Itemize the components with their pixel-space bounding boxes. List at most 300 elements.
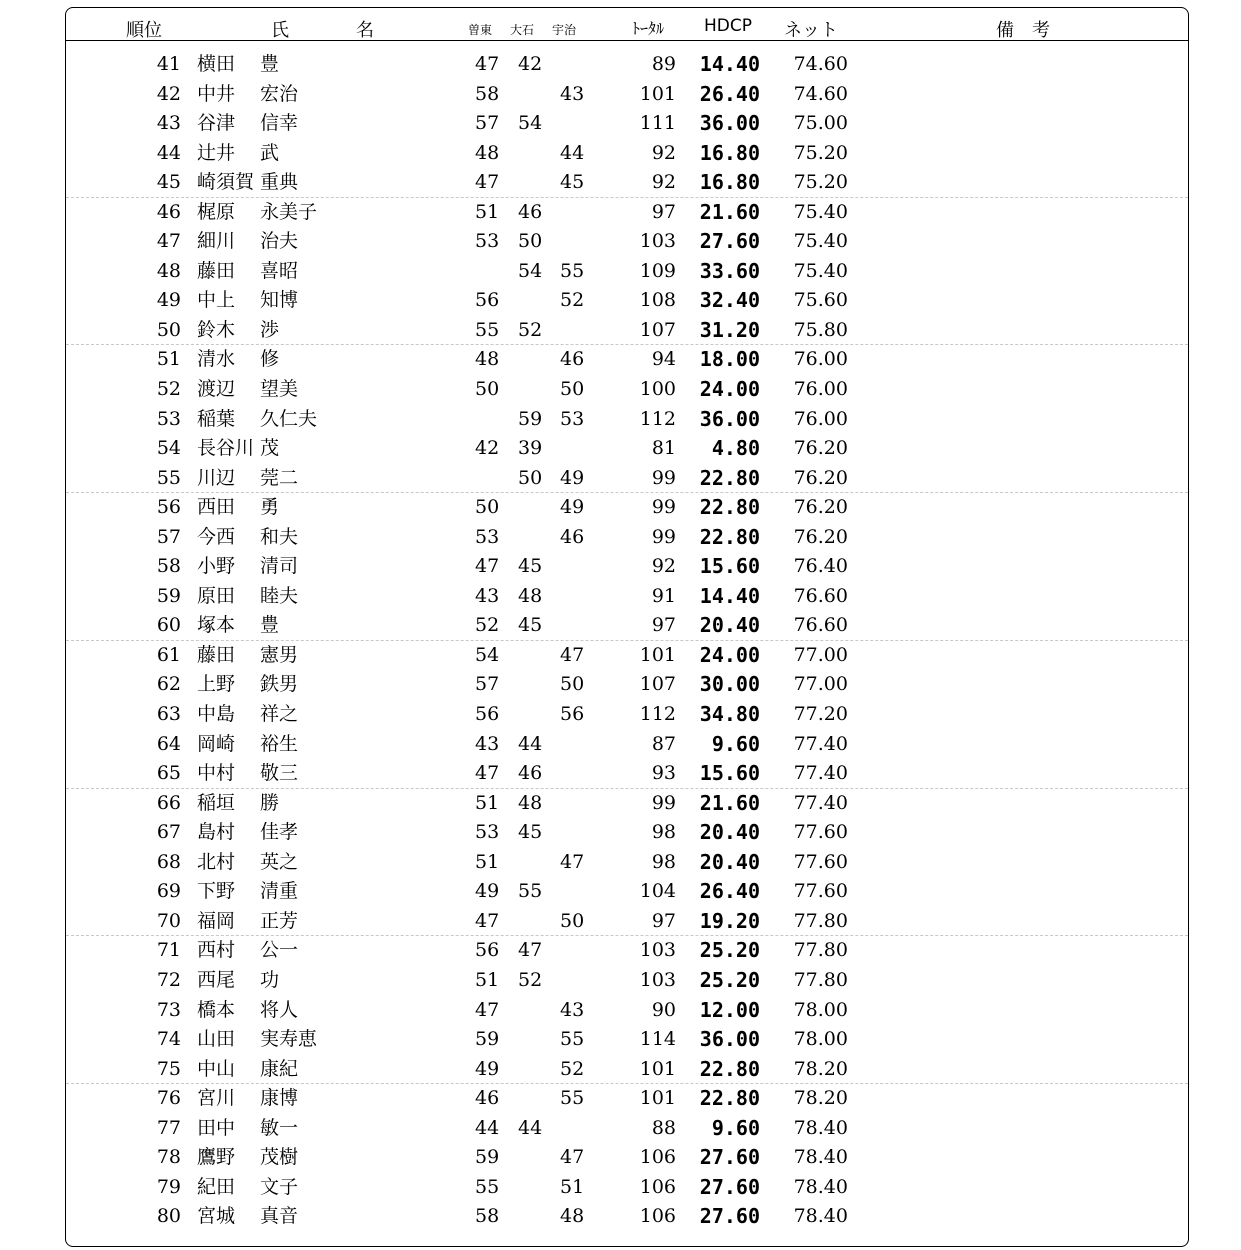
surname-cell: 中山 bbox=[197, 1057, 236, 1080]
total-cell: 90 bbox=[651, 998, 676, 1021]
total-cell: 81 bbox=[651, 437, 676, 460]
score-3-cell: 46 bbox=[560, 525, 585, 548]
surname-cell: 紀田 bbox=[197, 1175, 236, 1198]
surname-cell: 辻井 bbox=[197, 141, 236, 164]
score-3-cell: 52 bbox=[560, 1057, 585, 1080]
hdcp-cell: 16.80 bbox=[699, 140, 760, 165]
net-cell: 74.60 bbox=[793, 82, 848, 105]
hdcp-cell: 22.80 bbox=[699, 1056, 760, 1081]
score-1-cell: 47 bbox=[475, 909, 500, 932]
net-cell: 75.20 bbox=[793, 171, 848, 194]
rank-cell: 62 bbox=[156, 673, 181, 696]
given-name-cell: 渉 bbox=[260, 318, 280, 341]
score-1-cell: 53 bbox=[475, 230, 500, 253]
given-name-cell: 佳孝 bbox=[260, 821, 299, 844]
header-score-2: 大石 bbox=[510, 23, 535, 37]
score-3-cell: 55 bbox=[560, 259, 585, 282]
table-row bbox=[66, 582, 1188, 612]
total-cell: 97 bbox=[651, 909, 676, 932]
net-cell: 75.00 bbox=[793, 112, 848, 135]
surname-cell: 西尾 bbox=[197, 968, 236, 991]
hdcp-cell: 26.40 bbox=[699, 81, 760, 106]
hdcp-cell: 36.00 bbox=[699, 1027, 760, 1052]
net-cell: 75.80 bbox=[793, 318, 848, 341]
hdcp-cell: 9.60 bbox=[711, 731, 760, 756]
given-name-cell: 実寿恵 bbox=[260, 1028, 318, 1051]
score-1-cell: 55 bbox=[475, 318, 500, 341]
score-1-cell: 51 bbox=[475, 791, 500, 814]
net-cell: 77.60 bbox=[793, 821, 848, 844]
hdcp-cell: 15.60 bbox=[699, 761, 760, 786]
hdcp-cell: 27.60 bbox=[699, 1145, 760, 1170]
score-1-cell: 49 bbox=[475, 1057, 500, 1080]
table-row bbox=[66, 375, 1188, 405]
score-1-cell: 48 bbox=[475, 348, 500, 371]
header-name-1: 氏 bbox=[271, 20, 289, 41]
hdcp-cell: 25.20 bbox=[699, 938, 760, 963]
surname-cell: 宮川 bbox=[197, 1087, 236, 1110]
given-name-cell: 勇 bbox=[260, 496, 280, 519]
score-1-cell: 56 bbox=[475, 939, 500, 962]
rank-cell: 77 bbox=[156, 1116, 181, 1139]
table-row bbox=[66, 848, 1188, 878]
surname-cell: 上野 bbox=[197, 673, 236, 696]
header-score-1: 曽東 bbox=[468, 23, 493, 37]
given-name-cell: 文子 bbox=[260, 1175, 299, 1198]
table-row bbox=[66, 730, 1188, 760]
rank-cell: 73 bbox=[156, 998, 181, 1021]
total-cell: 92 bbox=[651, 141, 676, 164]
total-cell: 87 bbox=[651, 732, 676, 755]
total-cell: 107 bbox=[639, 318, 676, 341]
surname-cell: 福岡 bbox=[197, 909, 236, 932]
table-row bbox=[66, 966, 1188, 996]
score-1-cell: 43 bbox=[475, 732, 500, 755]
hdcp-cell: 31.20 bbox=[699, 317, 760, 342]
table-row bbox=[66, 936, 1188, 966]
score-3-cell: 53 bbox=[560, 407, 585, 430]
net-cell: 77.00 bbox=[793, 673, 848, 696]
hdcp-cell: 27.60 bbox=[699, 1174, 760, 1199]
rank-cell: 50 bbox=[156, 318, 181, 341]
given-name-cell: 豊 bbox=[260, 53, 280, 75]
total-cell: 99 bbox=[651, 525, 676, 548]
net-cell: 77.00 bbox=[793, 643, 848, 666]
surname-cell: 藤田 bbox=[197, 643, 236, 666]
score-2-cell: 42 bbox=[518, 53, 543, 75]
table-row bbox=[66, 641, 1188, 671]
surname-cell: 清水 bbox=[197, 348, 236, 371]
surname-cell: 今西 bbox=[197, 525, 236, 548]
table-row bbox=[66, 198, 1188, 228]
hdcp-cell: 14.40 bbox=[699, 583, 760, 608]
total-cell: 107 bbox=[639, 673, 676, 696]
surname-cell: 田中 bbox=[197, 1116, 236, 1139]
table-row bbox=[66, 434, 1188, 464]
score-3-cell: 51 bbox=[560, 1175, 585, 1198]
hdcp-cell: 32.40 bbox=[699, 288, 760, 313]
table-row bbox=[66, 877, 1188, 907]
surname-cell: 島村 bbox=[197, 821, 236, 844]
net-cell: 77.60 bbox=[793, 850, 848, 873]
hdcp-cell: 26.40 bbox=[699, 879, 760, 904]
rank-cell: 66 bbox=[156, 791, 181, 814]
given-name-cell: 将人 bbox=[260, 998, 299, 1021]
table-row bbox=[66, 611, 1188, 641]
score-2-cell: 46 bbox=[518, 762, 543, 785]
total-cell: 103 bbox=[639, 968, 676, 991]
score-1-cell: 58 bbox=[475, 82, 500, 105]
score-3-cell: 50 bbox=[560, 909, 585, 932]
given-name-cell: 正芳 bbox=[260, 909, 299, 932]
given-name-cell: 知博 bbox=[260, 289, 299, 312]
hdcp-cell: 4.80 bbox=[711, 436, 760, 461]
total-cell: 99 bbox=[651, 466, 676, 489]
surname-cell: 谷津 bbox=[197, 112, 236, 135]
hdcp-cell: 22.80 bbox=[699, 524, 760, 549]
hdcp-cell: 9.60 bbox=[711, 1115, 760, 1140]
net-cell: 76.00 bbox=[793, 378, 848, 401]
total-cell: 97 bbox=[651, 200, 676, 223]
total-cell: 99 bbox=[651, 496, 676, 519]
score-3-cell: 55 bbox=[560, 1028, 585, 1051]
surname-cell: 岡崎 bbox=[197, 732, 236, 755]
hdcp-cell: 19.20 bbox=[699, 908, 760, 933]
surname-cell: 橋本 bbox=[197, 998, 236, 1021]
rank-cell: 45 bbox=[156, 171, 181, 194]
net-cell: 77.80 bbox=[793, 939, 848, 962]
score-2-cell: 44 bbox=[518, 1116, 543, 1139]
surname-cell: 崎須賀 bbox=[197, 171, 255, 194]
rank-cell: 69 bbox=[156, 880, 181, 903]
score-1-cell: 47 bbox=[475, 53, 500, 75]
score-3-cell: 50 bbox=[560, 673, 585, 696]
score-1-cell: 59 bbox=[475, 1146, 500, 1169]
surname-cell: 中上 bbox=[197, 289, 236, 312]
given-name-cell: 望美 bbox=[260, 378, 299, 401]
given-name-cell: 治夫 bbox=[260, 230, 299, 253]
total-cell: 99 bbox=[651, 791, 676, 814]
total-cell: 98 bbox=[651, 850, 676, 873]
score-3-cell: 49 bbox=[560, 496, 585, 519]
net-cell: 76.40 bbox=[793, 555, 848, 578]
net-cell: 77.40 bbox=[793, 791, 848, 814]
score-1-cell: 56 bbox=[475, 703, 500, 726]
hdcp-cell: 21.60 bbox=[699, 790, 760, 815]
total-cell: 101 bbox=[639, 82, 676, 105]
score-1-cell: 42 bbox=[475, 437, 500, 460]
surname-cell: 西田 bbox=[197, 496, 236, 519]
net-cell: 75.40 bbox=[793, 200, 848, 223]
rank-cell: 79 bbox=[156, 1175, 181, 1198]
given-name-cell: 清重 bbox=[260, 880, 299, 903]
rank-cell: 61 bbox=[156, 643, 181, 666]
score-1-cell: 57 bbox=[475, 673, 500, 696]
score-2-cell: 52 bbox=[518, 318, 543, 341]
given-name-cell: 永美子 bbox=[260, 200, 318, 223]
rank-cell: 67 bbox=[156, 821, 181, 844]
header-rank: 順位 bbox=[126, 20, 162, 41]
net-cell: 76.60 bbox=[793, 614, 848, 637]
hdcp-cell: 34.80 bbox=[699, 702, 760, 727]
net-cell: 76.20 bbox=[793, 525, 848, 548]
hdcp-cell: 22.80 bbox=[699, 1086, 760, 1111]
given-name-cell: 功 bbox=[260, 968, 280, 991]
rank-cell: 68 bbox=[156, 850, 181, 873]
surname-cell: 小野 bbox=[197, 555, 236, 578]
total-cell: 101 bbox=[639, 643, 676, 666]
net-cell: 74.60 bbox=[793, 53, 848, 75]
net-cell: 78.40 bbox=[793, 1205, 848, 1228]
score-1-cell: 57 bbox=[475, 112, 500, 135]
total-cell: 114 bbox=[639, 1028, 676, 1051]
surname-cell: 西村 bbox=[197, 939, 236, 962]
given-name-cell: 鉄男 bbox=[260, 673, 299, 696]
total-cell: 93 bbox=[651, 762, 676, 785]
hdcp-cell: 30.00 bbox=[699, 672, 760, 697]
total-cell: 91 bbox=[651, 584, 676, 607]
header-name-2: 名 bbox=[356, 20, 374, 41]
score-1-cell: 50 bbox=[475, 378, 500, 401]
hdcp-cell: 20.40 bbox=[699, 613, 760, 638]
table-row bbox=[66, 552, 1188, 582]
score-1-cell: 59 bbox=[475, 1028, 500, 1051]
rank-cell: 46 bbox=[156, 200, 181, 223]
total-cell: 97 bbox=[651, 614, 676, 637]
net-cell: 78.20 bbox=[793, 1087, 848, 1110]
hdcp-cell: 36.00 bbox=[699, 406, 760, 431]
surname-cell: 山田 bbox=[197, 1028, 236, 1051]
surname-cell: 中村 bbox=[197, 762, 236, 785]
surname-cell: 鷹野 bbox=[197, 1146, 236, 1169]
net-cell: 77.80 bbox=[793, 968, 848, 991]
given-name-cell: 武 bbox=[260, 141, 280, 164]
score-1-cell: 55 bbox=[475, 1175, 500, 1198]
total-cell: 98 bbox=[651, 821, 676, 844]
table-row bbox=[66, 257, 1188, 287]
score-1-cell: 43 bbox=[475, 584, 500, 607]
hdcp-cell: 21.60 bbox=[699, 199, 760, 224]
surname-cell: 中井 bbox=[197, 82, 236, 105]
score-1-cell: 51 bbox=[475, 968, 500, 991]
hdcp-cell: 20.40 bbox=[699, 849, 760, 874]
table-row bbox=[66, 1055, 1188, 1085]
surname-cell: 塚本 bbox=[197, 614, 236, 637]
table-row bbox=[66, 700, 1188, 730]
score-1-cell: 49 bbox=[475, 880, 500, 903]
net-cell: 78.40 bbox=[793, 1116, 848, 1139]
given-name-cell: 喜昭 bbox=[260, 259, 299, 282]
table-row bbox=[66, 670, 1188, 700]
table-row bbox=[66, 996, 1188, 1026]
score-3-cell: 56 bbox=[560, 703, 585, 726]
rank-cell: 49 bbox=[156, 289, 181, 312]
net-cell: 75.40 bbox=[793, 230, 848, 253]
table-row bbox=[66, 316, 1188, 346]
score-3-cell: 47 bbox=[560, 850, 585, 873]
surname-cell: 細川 bbox=[197, 230, 236, 253]
rank-cell: 75 bbox=[156, 1057, 181, 1080]
rank-cell: 42 bbox=[156, 82, 181, 105]
total-cell: 112 bbox=[639, 407, 676, 430]
table-row bbox=[66, 523, 1188, 553]
given-name-cell: 睦夫 bbox=[260, 584, 299, 607]
total-cell: 106 bbox=[639, 1146, 676, 1169]
net-cell: 77.80 bbox=[793, 909, 848, 932]
table-row bbox=[66, 1202, 1188, 1232]
rank-cell: 47 bbox=[156, 230, 181, 253]
surname-cell: 稲葉 bbox=[197, 407, 236, 430]
score-3-cell: 46 bbox=[560, 348, 585, 371]
given-name-cell: 清司 bbox=[260, 555, 299, 578]
score-2-cell: 45 bbox=[518, 614, 543, 637]
given-name-cell: 敬三 bbox=[260, 762, 299, 785]
hdcp-cell: 36.00 bbox=[699, 111, 760, 136]
table-row bbox=[66, 286, 1188, 316]
score-1-cell: 53 bbox=[475, 525, 500, 548]
given-name-cell: 英之 bbox=[260, 850, 299, 873]
rank-cell: 48 bbox=[156, 259, 181, 282]
given-name-cell: 豊 bbox=[260, 614, 280, 637]
net-cell: 77.40 bbox=[793, 762, 848, 785]
rank-cell: 78 bbox=[156, 1146, 181, 1169]
surname-cell: 鈴木 bbox=[197, 318, 236, 341]
hdcp-cell: 25.20 bbox=[699, 967, 760, 992]
surname-cell: 梶原 bbox=[197, 200, 236, 223]
score-1-cell: 47 bbox=[475, 762, 500, 785]
net-cell: 76.60 bbox=[793, 584, 848, 607]
table-row bbox=[66, 139, 1188, 169]
hdcp-cell: 15.60 bbox=[699, 554, 760, 579]
score-2-cell: 50 bbox=[518, 230, 543, 253]
given-name-cell: 公一 bbox=[260, 939, 299, 962]
score-3-cell: 43 bbox=[560, 998, 585, 1021]
rank-cell: 64 bbox=[156, 732, 181, 755]
rank-cell: 55 bbox=[156, 466, 181, 489]
rank-cell: 53 bbox=[156, 407, 181, 430]
total-cell: 92 bbox=[651, 555, 676, 578]
header-total: ﾄｰﾀﾙ bbox=[632, 19, 665, 38]
score-1-cell: 46 bbox=[475, 1087, 500, 1110]
score-2-cell: 45 bbox=[518, 555, 543, 578]
total-cell: 111 bbox=[639, 112, 676, 135]
score-3-cell: 47 bbox=[560, 1146, 585, 1169]
hdcp-cell: 20.40 bbox=[699, 820, 760, 845]
total-cell: 100 bbox=[639, 378, 676, 401]
net-cell: 77.60 bbox=[793, 880, 848, 903]
given-name-cell: 茂樹 bbox=[260, 1146, 299, 1169]
table-row bbox=[66, 1025, 1188, 1055]
given-name-cell: 久仁夫 bbox=[260, 407, 318, 430]
net-cell: 75.60 bbox=[793, 289, 848, 312]
score-1-cell: 56 bbox=[475, 289, 500, 312]
net-cell: 78.00 bbox=[793, 1028, 848, 1051]
net-cell: 78.20 bbox=[793, 1057, 848, 1080]
hdcp-cell: 24.00 bbox=[699, 642, 760, 667]
score-3-cell: 44 bbox=[560, 141, 585, 164]
header-net: ネット bbox=[784, 20, 838, 41]
surname-cell: 宮城 bbox=[197, 1205, 236, 1228]
table-row bbox=[66, 818, 1188, 848]
table-row bbox=[66, 789, 1188, 819]
table-header bbox=[66, 8, 1188, 41]
rank-cell: 72 bbox=[156, 968, 181, 991]
surname-cell: 稲垣 bbox=[197, 791, 236, 814]
score-2-cell: 54 bbox=[518, 259, 543, 282]
rank-cell: 44 bbox=[156, 141, 181, 164]
net-cell: 77.20 bbox=[793, 703, 848, 726]
given-name-cell: 茂 bbox=[260, 437, 280, 460]
header-hdcp: HDCP bbox=[704, 16, 752, 36]
hdcp-cell: 33.60 bbox=[699, 258, 760, 283]
total-cell: 92 bbox=[651, 171, 676, 194]
score-2-cell: 48 bbox=[518, 584, 543, 607]
score-2-cell: 45 bbox=[518, 821, 543, 844]
given-name-cell: 真音 bbox=[260, 1205, 299, 1228]
total-cell: 88 bbox=[651, 1116, 676, 1139]
rank-cell: 59 bbox=[156, 584, 181, 607]
hdcp-cell: 22.80 bbox=[699, 495, 760, 520]
given-name-cell: 裕生 bbox=[260, 732, 299, 755]
net-cell: 78.00 bbox=[793, 998, 848, 1021]
given-name-cell: 信幸 bbox=[260, 112, 299, 135]
table-row bbox=[66, 464, 1188, 494]
rank-cell: 54 bbox=[156, 437, 181, 460]
total-cell: 101 bbox=[639, 1087, 676, 1110]
hdcp-cell: 27.60 bbox=[699, 229, 760, 254]
table-row bbox=[66, 907, 1188, 937]
table-row bbox=[66, 80, 1188, 110]
score-2-cell: 47 bbox=[518, 939, 543, 962]
total-cell: 101 bbox=[639, 1057, 676, 1080]
score-2-cell: 44 bbox=[518, 732, 543, 755]
net-cell: 78.40 bbox=[793, 1175, 848, 1198]
given-name-cell: 康博 bbox=[260, 1087, 299, 1110]
total-cell: 106 bbox=[639, 1205, 676, 1228]
rank-cell: 43 bbox=[156, 112, 181, 135]
hdcp-cell: 14.40 bbox=[699, 52, 760, 76]
score-1-cell: 50 bbox=[475, 496, 500, 519]
score-2-cell: 54 bbox=[518, 112, 543, 135]
rank-cell: 58 bbox=[156, 555, 181, 578]
surname-cell: 藤田 bbox=[197, 259, 236, 282]
total-cell: 112 bbox=[639, 703, 676, 726]
surname-cell: 下野 bbox=[197, 880, 236, 903]
surname-cell: 渡辺 bbox=[197, 378, 236, 401]
surname-cell: 長谷川 bbox=[197, 437, 255, 460]
given-name-cell: 勝 bbox=[260, 791, 280, 814]
given-name-cell: 重典 bbox=[260, 171, 299, 194]
score-1-cell: 58 bbox=[475, 1205, 500, 1228]
hdcp-cell: 24.00 bbox=[699, 377, 760, 402]
total-cell: 109 bbox=[639, 259, 676, 282]
net-cell: 76.20 bbox=[793, 466, 848, 489]
total-cell: 108 bbox=[639, 289, 676, 312]
score-1-cell: 48 bbox=[475, 141, 500, 164]
score-1-cell: 44 bbox=[475, 1116, 500, 1139]
surname-cell: 川辺 bbox=[197, 466, 236, 489]
rank-cell: 65 bbox=[156, 762, 181, 785]
given-name-cell: 和夫 bbox=[260, 525, 299, 548]
given-name-cell: 莞二 bbox=[260, 466, 299, 489]
table-row bbox=[66, 1084, 1188, 1114]
header-remarks: 備 考 bbox=[996, 20, 1050, 41]
total-cell: 104 bbox=[639, 880, 676, 903]
rank-cell: 56 bbox=[156, 496, 181, 519]
score-1-cell: 47 bbox=[475, 171, 500, 194]
rank-cell: 52 bbox=[156, 378, 181, 401]
hdcp-cell: 18.00 bbox=[699, 347, 760, 372]
